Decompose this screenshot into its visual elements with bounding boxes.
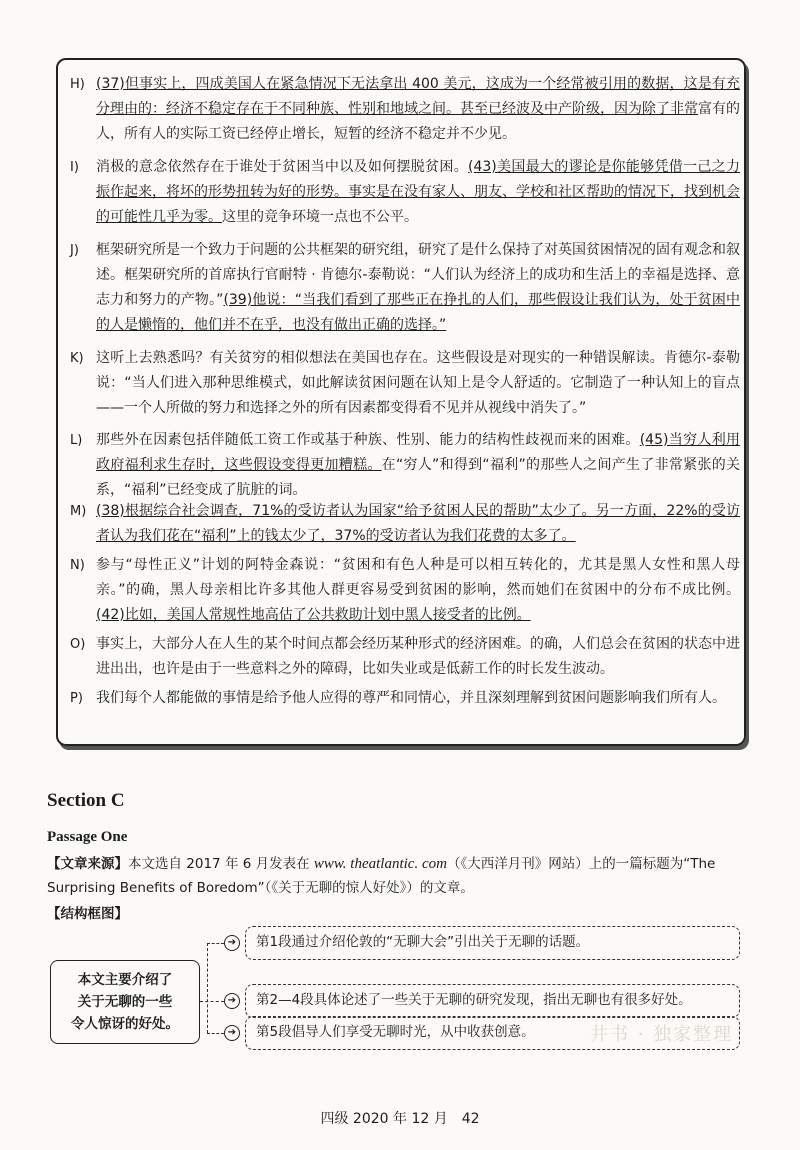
sentence: 消极的意念依然存在于谁处于贫困当中以及如何摆脱贫困。	[96, 159, 469, 175]
paragraph-label: O)	[70, 637, 86, 652]
paragraph-o	[70, 632, 740, 682]
framework-connector	[207, 943, 224, 944]
paragraph-j	[70, 238, 740, 338]
sentence: 框架研究所是一个致力于问题的公共框架的研究组，研究了是什么保持了对英国贫困情况的固有观念和叙述。框架研究所的首席执行官耐特 · 肯德尔-泰勒说：“人们认为经济上的成功和生活上的幸福是选择、意志力和努力的产物。”	[96, 242, 740, 308]
paragraph-label: P)	[70, 691, 83, 706]
framework-branch-3: 第5段倡导人们享受无聊时光，从中收获创意。	[245, 1016, 740, 1050]
sentence: 在“穷人”和得到“福利”的那些人之间产生了非常紧张的关系，“福利”已经变成了肮脏的词。	[96, 457, 741, 498]
paragraph-text	[96, 428, 740, 503]
paragraph-l	[70, 428, 740, 503]
paragraph-label: N)	[70, 558, 85, 573]
paragraph-label: J)	[70, 243, 79, 258]
source-site: www. theatlantic. com	[313, 856, 447, 872]
main-box-line: 令人惊讶的好处。	[71, 1016, 179, 1032]
paragraph-text	[96, 499, 740, 549]
framework-connector	[200, 1001, 224, 1002]
passage-title: Passage One	[47, 829, 128, 845]
paragraph-text	[96, 553, 740, 628]
page-footer: 四级 2020 年 12 月 42	[320, 1111, 480, 1127]
framework-branch-2: 第2—4段具体论述了一些关于无聊的研究发现，指出无聊也有很多好处。	[245, 984, 740, 1018]
paragraph-h	[70, 72, 740, 147]
paragraph-label: K)	[70, 351, 84, 366]
sentence: 参与“母性正义”计划的阿特金森说：“贫困和有色人种是可以相互转化的，尤其是黑人女性和黑人母亲。”的确，黑人母亲相比许多其他人群更容易受到贫困的影响，然而她们在贫困中的分布不成比例。	[96, 557, 740, 598]
main-box-line: 本文主要介绍了	[77, 972, 173, 988]
paragraph-text	[96, 632, 740, 682]
framework-label: 【结构框图】	[47, 906, 128, 922]
underlined-sentence: (42)比如，美国人常规性地高估了公共救助计划中黑人接受者的比例。	[96, 607, 531, 623]
article-source	[47, 852, 757, 900]
underlined-sentence: (38)根据综合社会调查，71%的受访者认为国家“给予贫困人民的帮助”太少了。另一方面，22%的受访者认为我们花在“福利”上的钱太少了，37%的受访者认为我们花费的太多了。	[96, 503, 740, 544]
paragraph-p	[70, 686, 740, 711]
paragraph-m	[70, 499, 740, 549]
sentence: 事实上，大部分人在人生的某个时间点都会经历某种形式的经济困难。的确，人们总会在贫困的状态中进进出出，也许是由于一些意料之外的障碍，比如失业或是低薪工作的时长发生波动。	[96, 636, 740, 677]
source-text-after: （《大西洋月刊》网站）上的一篇标题为“The Surprising Benefits of Boredom”（《关于无聊的惊人好处》）的文章。	[47, 856, 716, 896]
arrow-icon: ➔	[224, 935, 240, 951]
underlined-sentence: (39)他说：“当我们看到了那些正在挣扎的人们，那些假设让我们认为，处于贫困中的人是懒惰的，他们并不在乎，也没有做出正确的选择。”	[96, 292, 740, 333]
paragraph-label: M)	[70, 504, 87, 519]
underlined-sentence: (45)当穷人利用政府福利求生存时，这些假设变得更加糟糕。	[96, 432, 740, 473]
paragraph-k	[70, 346, 740, 421]
paragraph-i	[70, 155, 740, 230]
source-text-before: 本文选自 2017 年 6 月发表在	[128, 856, 314, 872]
main-box-line: 关于无聊的一些	[77, 994, 173, 1010]
paragraph-label: I)	[70, 160, 79, 175]
sentence: 我们每个人都能做的事情是给予他人应得的尊严和同情心，并且深刻理解到贫困问题影响我们所有人。	[96, 690, 726, 706]
arrow-icon: ➔	[224, 1025, 240, 1041]
underlined-sentence: (43)美国最大的谬论是你能够凭借一己之力振作起来，将坏的形势扭转为好的形势。事实是在没有家人、朋友、学校和社区帮助的情况下，找到机会的可能性几乎为零。	[96, 159, 740, 225]
section-title: Section C	[47, 790, 125, 811]
watermark: 井书 · 独家整理	[590, 1024, 734, 1045]
arrow-icon: ➔	[224, 993, 240, 1009]
paragraph-text	[96, 686, 740, 711]
sentence: 那些外在因素包括伴随低工资工作或基于种族、性别、能力的结构性歧视而来的困难。	[96, 432, 640, 448]
paragraph-text	[96, 238, 740, 338]
underlined-sentence: (37)但事实上，四成美国人在紧急情况下无法拿出 400 美元，这成为一个经常被引用的数据，这是有充分理由的：经济不稳定存在于不同种族、性别和地域之间。甚至已经波及中产阶级，因为除了非常	[96, 76, 740, 117]
sentence: 这里的竞争环境一点也不公平。	[222, 209, 418, 225]
framework-connector	[207, 943, 208, 1033]
paragraph-n	[70, 553, 740, 628]
framework-connector	[207, 1033, 224, 1034]
sentence: 这听上去熟悉吗？有关贫穷的相似想法在美国也存在。这些假设是对现实的一种错误解读。肯德尔-泰勒说：“当人们进入那种思维模式，如此解读贫困问题在认知上是令人舒适的。它制造了一种认知上的盲点——一个人所做的努力和选择之外的所有因素都变得看不见并从视线中消失了。”	[96, 350, 740, 416]
paragraph-label: L)	[70, 433, 83, 448]
sentence: 富有的人，所有人的实际工资已经停止增长，短暂的经济不稳定并不少见。	[96, 101, 740, 142]
paragraph-text	[96, 155, 740, 230]
paragraph-label: H)	[70, 77, 85, 92]
framework-main-box	[50, 960, 200, 1044]
paragraph-text	[96, 72, 740, 147]
source-label: 【文章来源】	[47, 856, 128, 872]
framework-branch-1: 第1段通过介绍伦敦的“无聊大会”引出关于无聊的话题。	[245, 926, 740, 960]
paragraph-text	[96, 346, 740, 421]
